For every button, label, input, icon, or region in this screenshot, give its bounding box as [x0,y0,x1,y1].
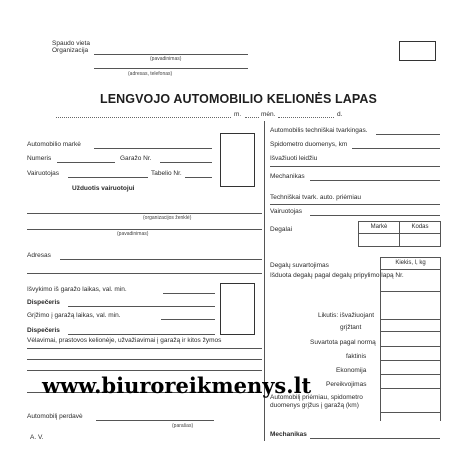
mechanic-2-line[interactable] [310,438,440,439]
by-norm-line[interactable] [380,346,440,347]
overuse-line[interactable] [380,388,440,389]
fuel-brand-header: Markė [358,221,400,234]
released-label: Išvažiuoti leidžiu [270,155,318,162]
returning-line[interactable] [380,331,440,332]
number-line[interactable] [57,162,115,163]
actual-label: faktinis [346,353,367,360]
delay-note-line-1[interactable] [27,348,262,349]
organization-address-hint: (adresas, telefonas) [128,71,173,77]
return-odometer-label: Automobilį priėmiau, spidometro duomenys grįžus į garažą (km) [270,394,363,409]
overuse-label: Pereikvojimas [326,381,367,388]
economy-line[interactable] [380,374,440,375]
odometer-label: Spidometro duomenys, km [270,141,348,148]
quantity-header: Kiekis, l, kg [380,257,441,270]
returning-label: grįžtant [340,324,362,331]
address-line-2[interactable] [27,273,262,274]
actual-line[interactable] [380,360,440,361]
dispatcher-2-line[interactable] [68,334,215,335]
website-watermark: www.biuroreikmenys.lt [42,373,312,398]
organization-address-line[interactable] [94,68,248,69]
number-label: Numeris [27,155,52,162]
dispatcher-1-label: Dispečeris [27,299,60,306]
task-name-line[interactable] [27,229,262,230]
document-title: LENGVOJO AUTOMOBILIO KELIONĖS LAPAS [100,92,377,106]
economy-label: Ekonomija [336,367,367,374]
fuel-code-cell[interactable] [399,233,441,247]
departure-time-label: Išvykimo iš garažo laikas, val. min. [27,286,127,293]
signature-hint: (parašas) [172,423,194,429]
delay-note-line-3[interactable] [27,370,262,371]
address-label: Adresas [27,252,51,259]
left-stamp-box[interactable] [220,133,255,187]
dispatcher-2-label: Dispečeris [27,327,60,334]
form-code-box[interactable] [399,41,436,61]
date-year-suffix: m. [234,111,242,118]
mechanic-2-label: Mechanikas [270,431,307,438]
issued-label-1: Išduota degalų pagal degalų pripylimo lapą Nr. [270,272,404,279]
right-driver-label: Vairuotojas [270,208,303,215]
accepted-line[interactable] [270,204,440,205]
quantity-column-edge [440,269,441,421]
garage-no-label: Garažo Nr. [120,155,152,162]
task-org-hint: (organizacijos ženklė) [143,215,192,221]
organization-label: Organizacija [52,47,89,54]
remaining-line[interactable] [380,319,440,320]
garage-no-line[interactable] [160,162,212,163]
stamp-short-label: A. V. [30,434,44,441]
date-day-suffix: d. [337,111,343,118]
remaining-label: Likutis: išvažiuojant [318,312,374,319]
fuel-use-label: Degalų suvartojimas [270,262,329,269]
odometer-line[interactable] [352,148,440,149]
fuel-code-header: Kodas [399,221,441,234]
return-time-line[interactable] [161,319,215,320]
date-month-suffix: mėn. [261,111,276,118]
tech-ok-label: Automobilis techniškai tvarkingas. [270,127,368,134]
return-odometer-line[interactable] [380,412,440,413]
date-day-line[interactable] [278,117,334,118]
issued-line[interactable] [380,291,440,292]
driver-task-label: Užduotis vairuotojui [72,185,135,192]
dispatcher-1-line[interactable] [68,306,215,307]
fuel-brand-cell[interactable] [358,233,400,247]
car-make-label: Automobilio markė [27,141,81,148]
released-line[interactable] [270,166,440,167]
mechanic-line[interactable] [310,180,440,181]
handed-over-label: Automobilį perdavė [27,413,83,420]
left-stamp-box-2[interactable] [220,283,255,335]
task-org-line[interactable] [27,213,262,214]
mechanic-label: Mechanikas [270,173,305,180]
accepted-label: Techniškai tvark. auto. priėmiau [270,194,362,201]
driver-label: Vairuotojas [27,170,60,177]
departure-time-line[interactable] [163,293,215,294]
car-make-line[interactable] [94,148,212,149]
right-driver-line[interactable] [310,215,440,216]
tabel-no-label: Tabelio Nr. [151,170,182,177]
organization-name-hint: (pavadinimas) [150,56,182,62]
return-time-label: Grįžimo į garažą laikas, val. min. [27,312,121,319]
driver-line[interactable] [68,177,148,178]
fuel-label: Degalai [270,226,293,233]
date-month-line[interactable] [245,117,259,118]
tabel-no-line[interactable] [185,177,212,178]
delay-note-line-2[interactable] [27,359,262,360]
delay-note-label: Vėlavimai, prastovos kelionėje, užvažiavimai į garažą ir kitos žymos [27,337,222,344]
tech-ok-line[interactable] [376,134,440,135]
task-name-hint: (pavadinimas) [117,231,149,237]
stamp-place-label: Spaudo vieta [52,40,90,47]
handed-over-line[interactable] [96,420,214,421]
by-norm-label: Suvartota pagal normą [310,339,376,346]
address-line[interactable] [60,259,262,260]
organization-line[interactable] [94,54,248,55]
date-year-line[interactable] [56,117,231,118]
